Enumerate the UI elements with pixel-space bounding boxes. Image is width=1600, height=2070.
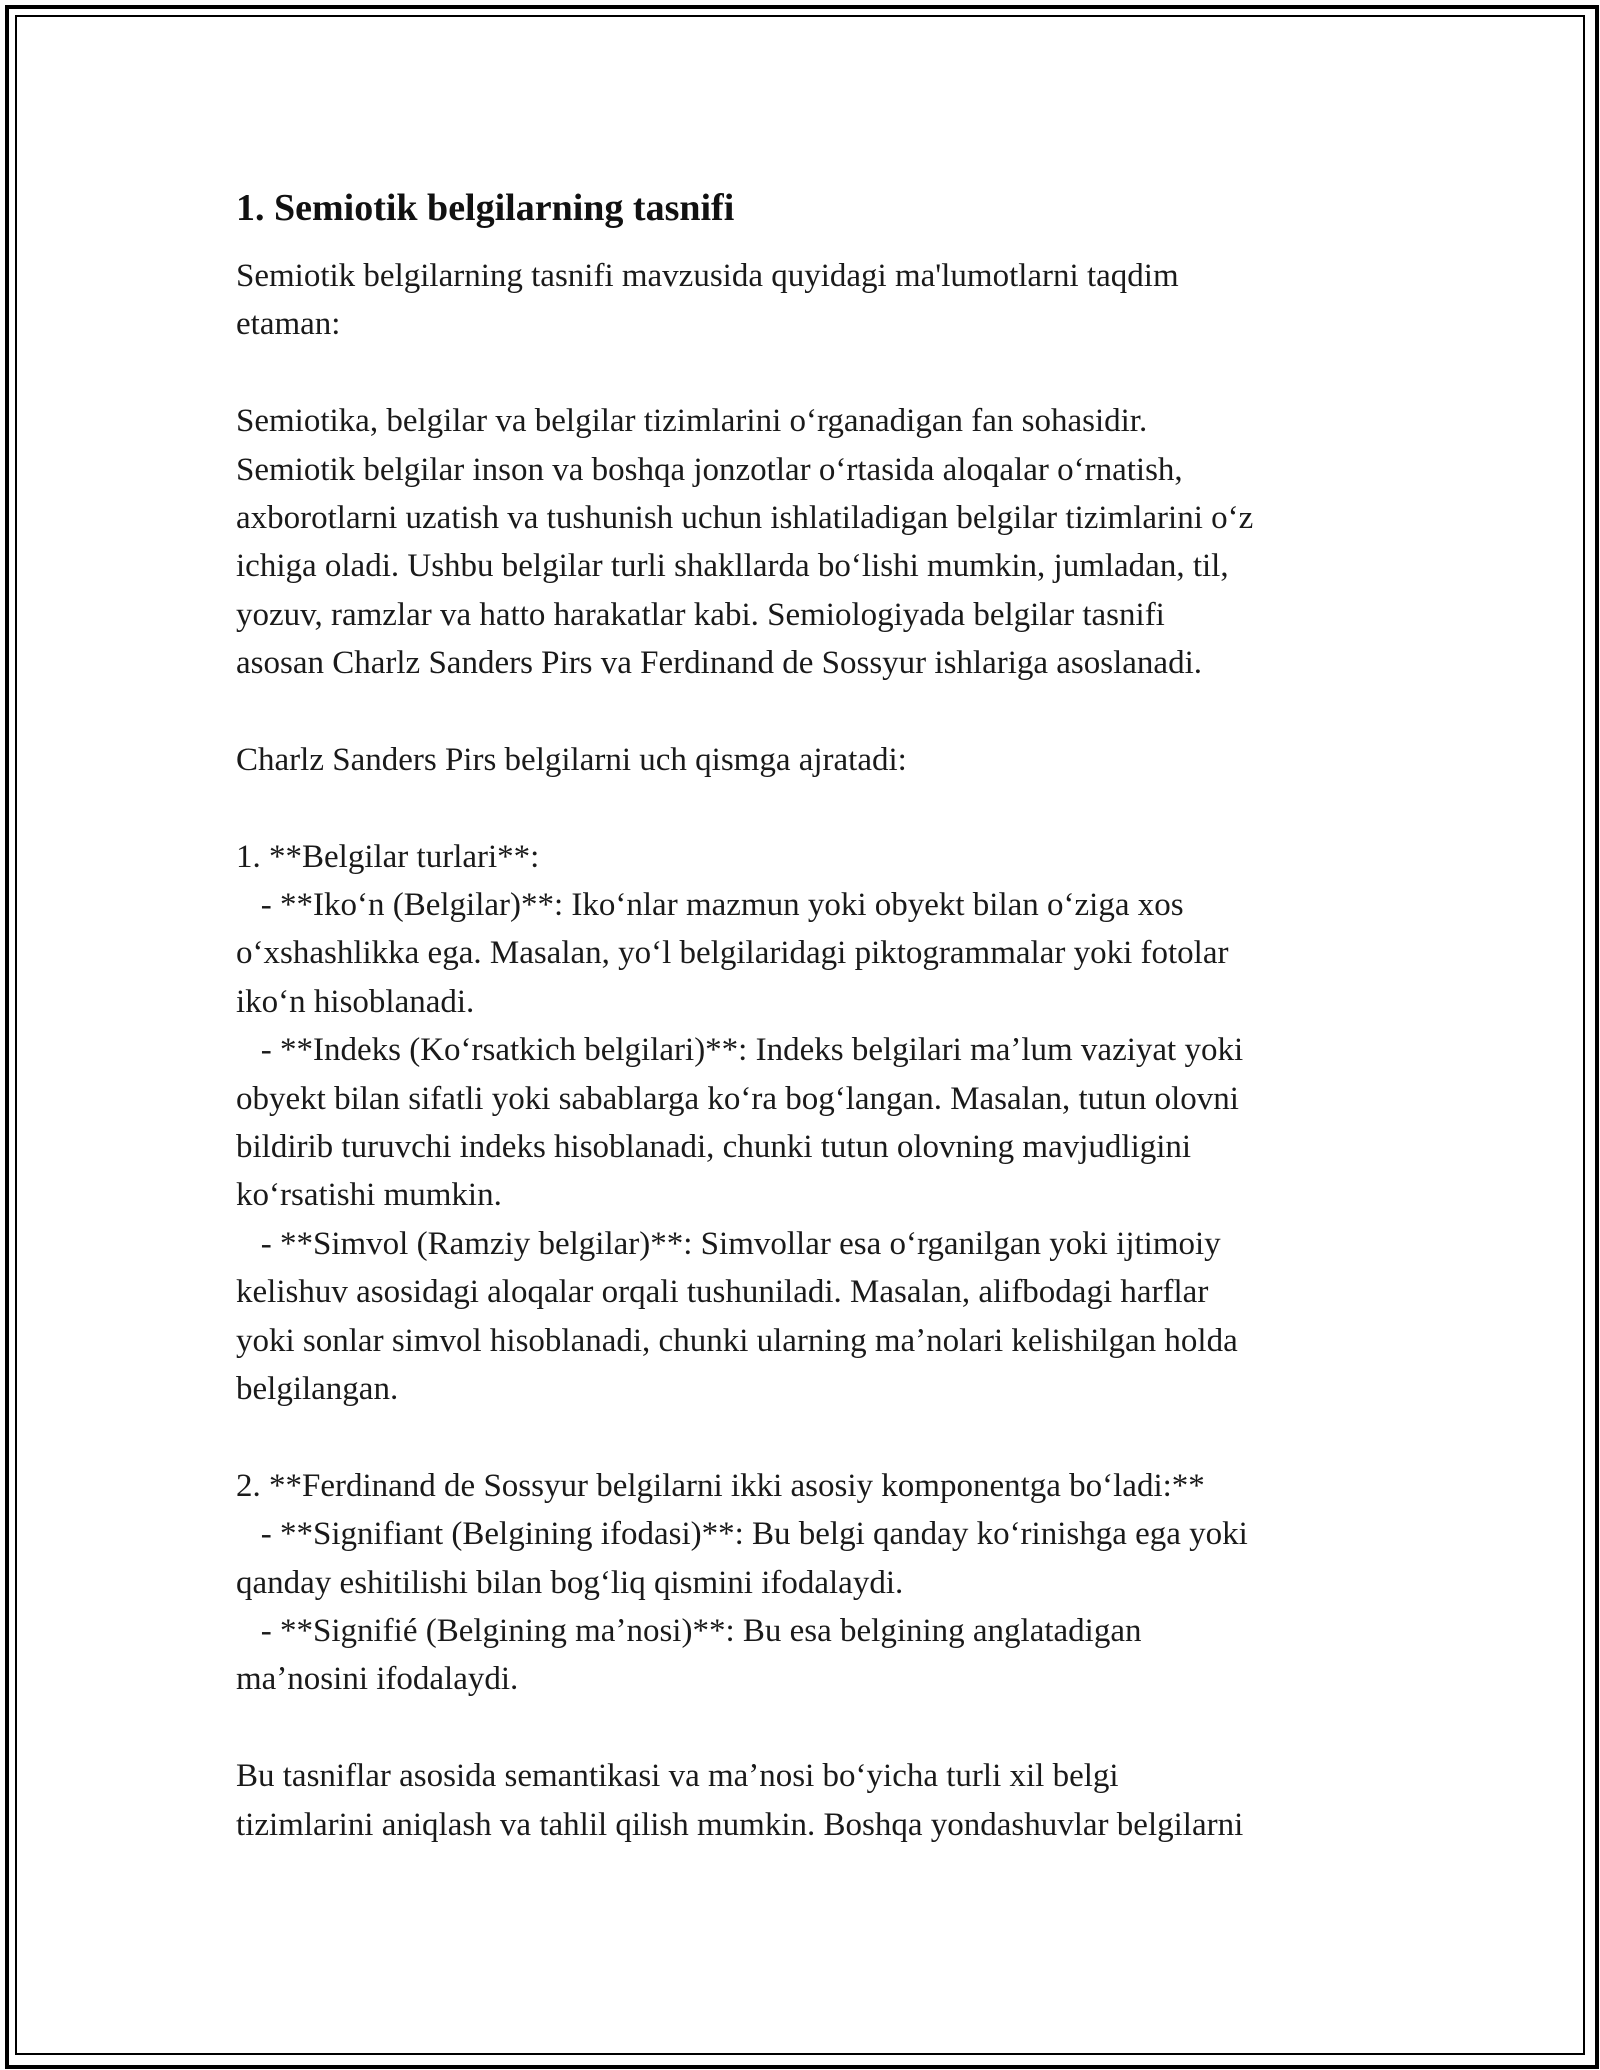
text-line: 1. **Belgilar turlari**: bbox=[236, 838, 540, 875]
document-title: 1. Semiotik belgilarning tasnifi bbox=[236, 187, 735, 229]
text-line: - **Ikoʻn (Belgilar)**: Ikoʻnlar mazmun yoki obyekt bilan oʻziga xos bbox=[236, 887, 1184, 924]
text-line: qanday eshitilishi bilan bogʻliq qismini ifodalaydi. bbox=[236, 1564, 904, 1601]
blank-line bbox=[236, 349, 1366, 397]
text-line: maʼnosini ifodalaydi. bbox=[236, 1661, 519, 1698]
text-line: koʻrsatishi mumkin. bbox=[236, 1177, 502, 1214]
text-line: asosan Charlz Sanders Pirs va Ferdinand de Sossyur ishlariga asoslanadi. bbox=[236, 645, 1202, 682]
text-line: - **Signifié (Belgining maʼnosi)**: Bu esa belgining anglatadigan bbox=[236, 1612, 1142, 1649]
blank-line bbox=[236, 1704, 1366, 1752]
text-line: belgilangan. bbox=[236, 1370, 399, 1407]
text-line: Semiotik belgilarning tasnifi mavzusida quyidagi ma'lumotlarni taqdim bbox=[236, 258, 1179, 294]
text-line: kelishuv asosidagi aloqalar orqali tushuniladi. Masalan, alifbodagi harflar bbox=[236, 1274, 1209, 1311]
text-line: Charlz Sanders Pirs belgilarni uch qismga ajratadi: bbox=[236, 741, 907, 778]
text-line: ikoʻn hisoblanadi. bbox=[236, 983, 475, 1020]
text-line: bildirib turuvchi indeks hisoblanadi, chunki tutun olovning mavjudligini bbox=[236, 1129, 1192, 1166]
text-line: - **Indeks (Koʻrsatkich belgilari)**: Indeks belgilari maʼlum vaziyat yoki bbox=[236, 1032, 1244, 1069]
text-line: - **Signifiant (Belgining ifodasi)**: Bu belgi qanday koʻrinishga ega yoki bbox=[236, 1516, 1248, 1553]
document-body bbox=[236, 184, 1366, 1849]
text-line: obyekt bilan sifatli yoki sabablarga koʻra bogʻlangan. Masalan, tutun olovni bbox=[236, 1080, 1239, 1117]
text-line: - **Simvol (Ramziy belgilar)**: Simvollar esa oʻrganilgan yoki ijtimoiy bbox=[236, 1225, 1221, 1262]
document-text bbox=[236, 252, 1366, 1849]
text-line: yozuv, ramzlar va hatto harakatlar kabi. Semiologiyada belgilar tasnifi bbox=[236, 596, 1165, 633]
blank-line bbox=[236, 784, 1366, 832]
text-line: Semiotika, belgilar va belgilar tizimlarini oʻrganadigan fan sohasidir. bbox=[236, 403, 1148, 440]
blank-line bbox=[236, 688, 1366, 736]
text-line: Bu tasniflar asosida semantikasi va maʼnosi boʻyicha turli xil belgi bbox=[236, 1758, 1119, 1795]
text-line: oʻxshashlikka ega. Masalan, yoʻl belgilaridagi piktogrammalar yoki fotolar bbox=[236, 935, 1229, 972]
text-line: axborotlarni uzatish va tushunish uchun ishlatiladigan belgilar tizimlarini oʻz bbox=[236, 499, 1254, 536]
text-line: tizimlarini aniqlash va tahlil qilish mumkin. Boshqa yondashuvlar belgilarni bbox=[236, 1806, 1244, 1843]
text-line: yoki sonlar simvol hisoblanadi, chunki ularning maʼnolari kelishilgan holda bbox=[236, 1322, 1238, 1359]
text-line: ichiga oladi. Ushbu belgilar turli shakllarda boʻlishi mumkin, jumladan, til, bbox=[236, 548, 1229, 585]
text-line: Semiotik belgilar inson va boshqa jonzotlar oʻrtasida aloqalar oʻrnatish, bbox=[236, 451, 1183, 488]
text-line: 2. **Ferdinand de Sossyur belgilarni ikki asosiy komponentga boʻladi:** bbox=[236, 1467, 1205, 1504]
text-line: etaman: bbox=[236, 306, 341, 343]
blank-line bbox=[236, 1413, 1366, 1461]
